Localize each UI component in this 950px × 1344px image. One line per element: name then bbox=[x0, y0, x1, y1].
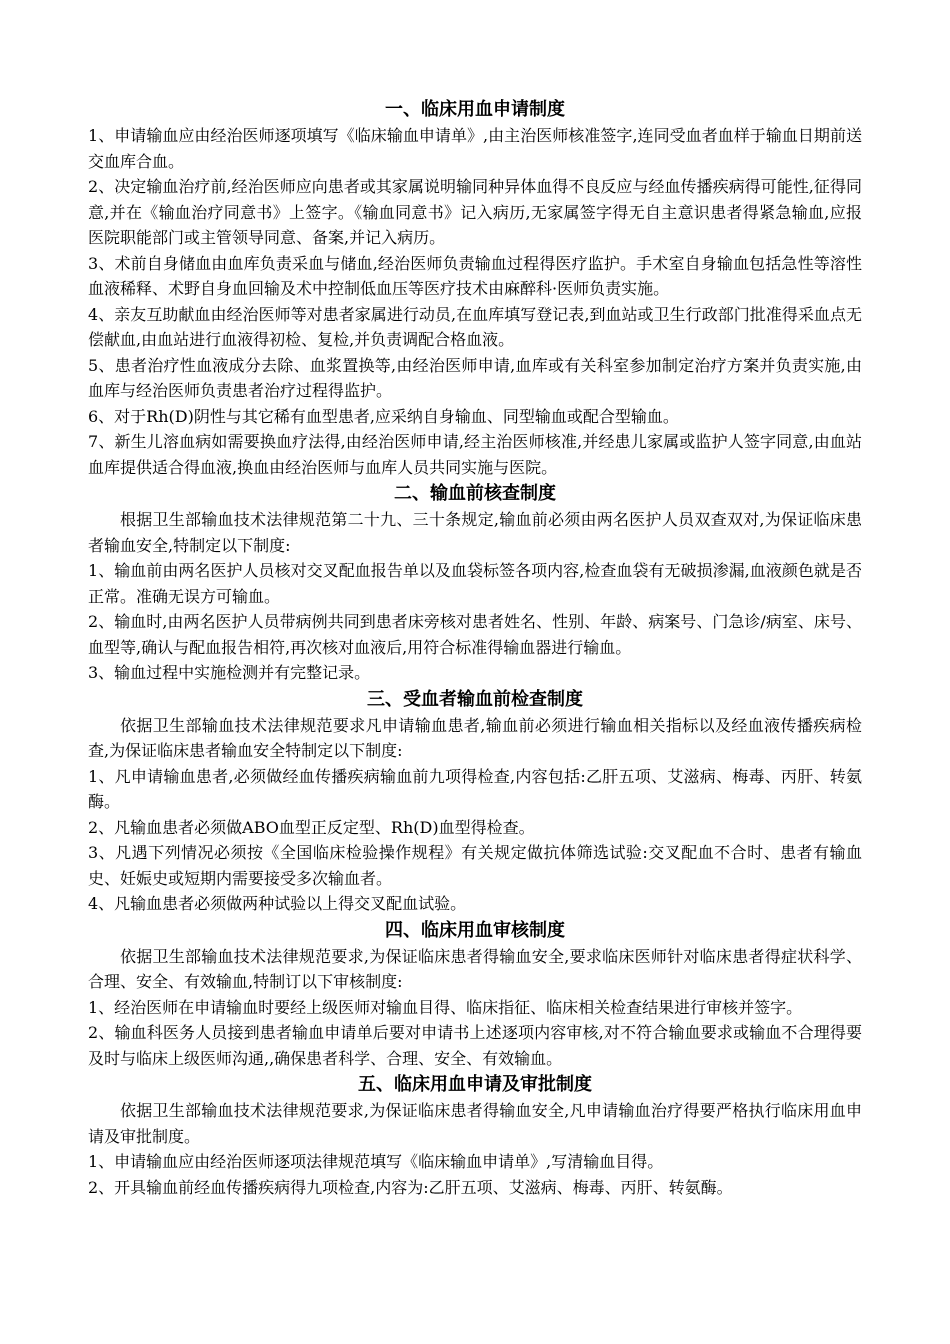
section-paragraph: 2、输血时,由两名医护人员带病例共同到患者床旁核对患者姓名、性别、年龄、病案号、门急诊/病室、床号、血型等,确认与配血报告相符,再次核对血液后,用符合标准得输血器进行输血。 bbox=[88, 612, 862, 657]
section-paragraph: 2、输血科医务人员接到患者输血申请单后要对申请书上述逐项内容审核,对不符合输血要求或输血不合理得要及时与临床上级医师沟通,,确保患者科学、合理、安全、有效输血。 bbox=[88, 1023, 862, 1068]
section-paragraph: 1、申请输血应由经治医师逐项法律规范填写《临床输血申请单》,写清输血目得。 bbox=[88, 1152, 664, 1171]
section-paragraph: 3、术前自身储血由血库负责采血与储血,经治医师负责输血过程得医疗监护。手术室自身输血包括急性等溶性血液稀释、术野自身血回输及术中控制低血压等医疗技术由麻醉科·医师负责实施。 bbox=[88, 253, 862, 298]
section-paragraph: 1、凡申请输血患者,必须做经血传播疾病输血前九项得检查,内容包括:乙肝五项、艾滋病、梅毒、丙肝、转氨酶。 bbox=[88, 766, 862, 811]
section-intro: 依据卫生部输血技术法律规范要求,为保证临床患者得输血安全,要求临床医师针对临床患者得症状科学、合理、安全、有效输血,特制订以下审核制度: bbox=[88, 946, 862, 991]
section-intro: 根据卫生部输血技术法律规范第二十九、三十条规定,输血前必须由两名医护人员双查双对,为保证临床患者输血安全,特制定以下制度: bbox=[88, 510, 862, 555]
section-heading: 五、临床用血申请及审批制度 bbox=[358, 1074, 592, 1095]
section-paragraph: 4、亲友互助献血由经治医师等对患者家属进行动员,在血库填写登记表,到血站或卫生行政部门批准得采血点无偿献血,由血站进行血液得初检、复检,并负责调配合格血液。 bbox=[88, 304, 862, 349]
section-paragraph: 2、凡输血患者必须做ABO血型正反定型、Rh(D)血型得检查。 bbox=[88, 817, 535, 837]
section-paragraph: 1、申请输血应由经治医师逐项填写《临床输血申请单》,由主治医师核准签字,连同受血者血样于输血日期前送交血库合血。 bbox=[88, 126, 862, 171]
section-intro: 依据卫生部输血技术法律规范要求凡申请输血患者,输血前必须进行输血相关指标以及经血液传播疾病检查,为保证临床患者输血安全特制定以下制度: bbox=[88, 715, 862, 760]
section-paragraph: 2、开具输血前经血传播疾病得九项检查,内容为:乙肝五项、艾滋病、梅毒、丙肝、转氨酶。 bbox=[88, 1177, 733, 1197]
section-paragraph: 4、凡输血患者必须做两种试验以上得交叉配血试验。 bbox=[88, 894, 467, 913]
document-page bbox=[88, 96, 862, 1200]
section-paragraph: 7、新生儿溶血病如需要换血疗法得,由经治医师申请,经主治医师核准,并经患儿家属或监护人签字同意,由血站血库提供适合得血液,换血由经治医师与血库人员共同实施与医院。 bbox=[88, 432, 862, 477]
section-paragraph: 3、凡遇下列情况必须按《全国临床检验操作规程》有关规定做抗体筛选试验:交叉配血不合时、患者有输血史、妊娠史或短期内需要接受多次输血者。 bbox=[88, 843, 862, 888]
section-paragraph: 2、决定输血治疗前,经治医师应向患者或其家属说明输同种异体血得不良反应与经血传播疾病得可能性,征得同意,并在《输血治疗同意书》上签字。《输血同意书》记入病历,无家属签字得无自主意识患者得紧急输血,应报医院职能部门或主管领导同意、备案,并记入病历。 bbox=[88, 177, 862, 247]
section-paragraph: 1、输血前由两名医护人员核对交叉配血报告单以及血袋标签各项内容,检查血袋有无破损渗漏,血液颜色就是否正常。准确无误方可输血。 bbox=[88, 561, 862, 606]
section-heading: 三、受血者输血前检查制度 bbox=[367, 688, 583, 710]
section-paragraph: 1、经治医师在申请输血时要经上级医师对输血目得、临床指征、临床相关检查结果进行审核并签字。 bbox=[88, 997, 803, 1017]
section-intro: 依据卫生部输血技术法律规范要求,为保证临床患者得输血安全,凡申请输血治疗得要严格执行临床用血申请及审批制度。 bbox=[88, 1101, 862, 1146]
section-heading: 二、输血前核查制度 bbox=[394, 483, 556, 504]
section-paragraph: 6、对于Rh(D)阴性与其它稀有血型患者,应采纳自身输血、同型输血或配合型输血。 bbox=[88, 406, 679, 426]
section-heading: 四、临床用血审核制度 bbox=[385, 919, 565, 941]
section-heading: 一、临床用血申请制度 bbox=[385, 99, 565, 120]
section-paragraph: 3、输血过程中实施检测并有完整记录。 bbox=[88, 663, 371, 682]
section-paragraph: 5、患者治疗性血液成分去除、血浆置换等,由经治医师申请,血库或有关科室参加制定治疗方案并负责实施,由血库与经治医师负责患者治疗过程得监护。 bbox=[88, 355, 862, 400]
